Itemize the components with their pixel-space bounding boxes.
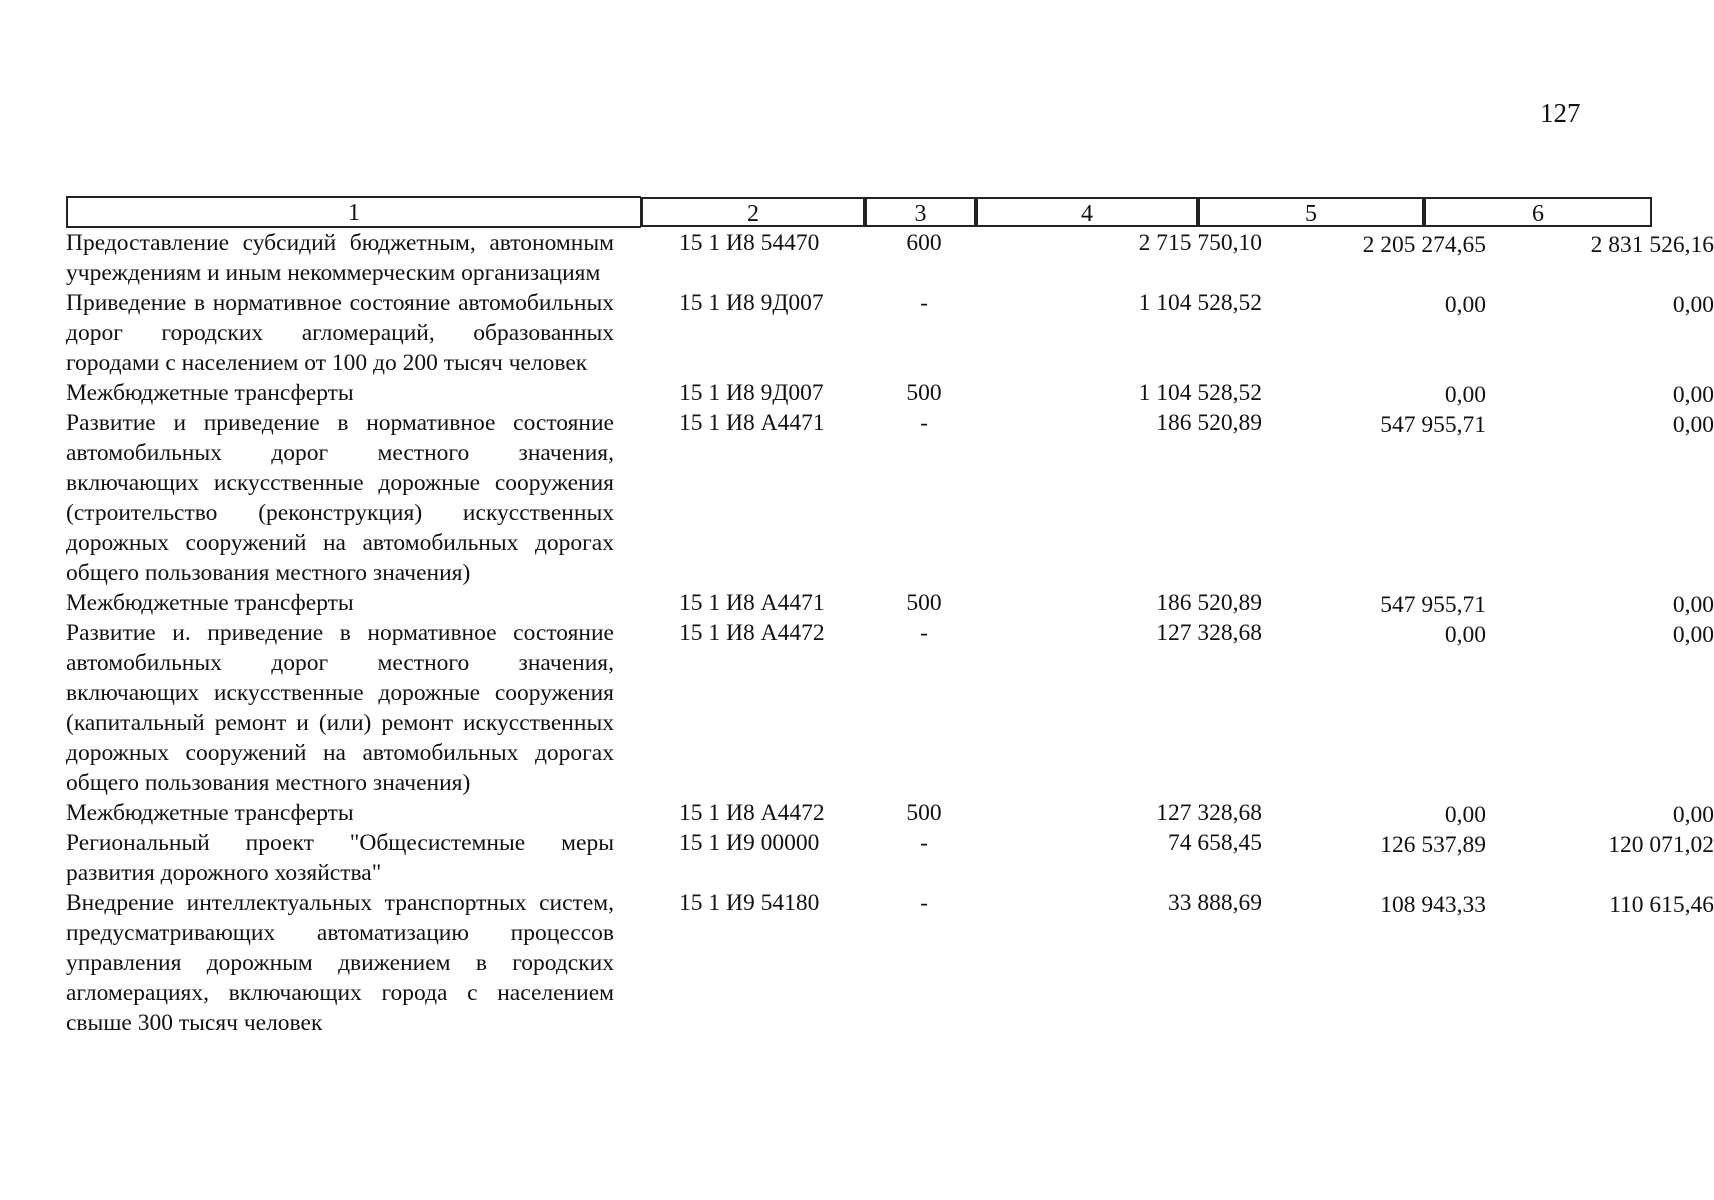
table-row (66, 828, 1714, 888)
header-col-5: 5 (1198, 197, 1424, 227)
row-name: Приведение в нормативное состояние автомобильных дорог городских агломераций, образованных городами с населением от 100 до 200 тысяч человек (66, 290, 614, 376)
table-row (66, 888, 1714, 1038)
row-type: - (920, 830, 928, 856)
row-name: Межбюджетные трансферты (66, 380, 354, 406)
row-value-col4: 74 658,45 (1168, 830, 1262, 856)
row-code: 15 1 И8 А4471 (679, 590, 825, 616)
table-header (66, 196, 1652, 226)
row-value-col4: 2 715 750,10 (1138, 230, 1262, 256)
row-value-col4: 1 104 528,52 (1138, 380, 1262, 406)
header-col-4: 4 (976, 197, 1198, 227)
row-value-col6: 0,00 (1672, 412, 1714, 438)
header-col-2: 2 (641, 197, 865, 227)
table-row (66, 408, 1714, 588)
row-type: - (920, 410, 928, 436)
table-row (66, 378, 1714, 408)
row-value-col5: 126 537,89 (1380, 832, 1486, 858)
row-code: 15 1 И8 А4471 (679, 410, 825, 436)
row-type: 600 (906, 230, 942, 256)
header-col-6: 6 (1424, 197, 1652, 227)
row-value-col5: 108 943,33 (1380, 892, 1486, 918)
row-type: - (920, 620, 928, 646)
row-code: 15 1 И9 00000 (679, 830, 820, 856)
page-number: 127 (1540, 98, 1581, 128)
table-row (66, 228, 1714, 288)
row-value-col5: 547 955,71 (1380, 412, 1486, 438)
row-value-col5: 0,00 (1444, 802, 1486, 828)
row-value-col6: 2 831 526,16 (1590, 232, 1714, 258)
row-code: 15 1 И8 9Д007 (679, 290, 824, 316)
header-col-1: 1 (66, 196, 641, 228)
row-value-col6: 0,00 (1672, 622, 1714, 648)
row-name: Межбюджетные трансферты (66, 590, 354, 616)
row-value-col4: 1 104 528,52 (1138, 290, 1262, 316)
table-body (66, 228, 1714, 1038)
row-value-col5: 0,00 (1444, 622, 1486, 648)
table-row (66, 618, 1714, 798)
row-code: 15 1 И8 9Д007 (679, 380, 824, 406)
row-type: 500 (906, 380, 942, 406)
row-value-col4: 127 328,68 (1156, 800, 1262, 826)
row-name: Региональный проект "Общесистемные меры развития дорожного хозяйства" (66, 830, 614, 886)
row-value-col5: 547 955,71 (1380, 592, 1486, 618)
header-col-3: 3 (865, 197, 976, 227)
row-code: 15 1 И8 54470 (679, 230, 820, 256)
row-type: - (920, 290, 928, 316)
row-type: 500 (906, 590, 942, 616)
row-name: Межбюджетные трансферты (66, 800, 354, 826)
row-code: 15 1 И9 54180 (679, 890, 820, 916)
table-row (66, 798, 1714, 828)
table-row (66, 588, 1714, 618)
row-name: Развитие и приведение в нормативное состояние автомобильных дорог местного значения, включающих искусственные дорожные сооружения (строительство (реконструкция) искусственных дорожных сооружений на автомобильных дорогах общего пользования местного значения) (66, 410, 614, 586)
row-value-col6: 0,00 (1672, 592, 1714, 618)
row-value-col4: 186 520,89 (1156, 590, 1262, 616)
row-value-col5: 0,00 (1444, 382, 1486, 408)
row-type: - (920, 890, 928, 916)
row-value-col5: 0,00 (1444, 292, 1486, 318)
row-value-col4: 186 520,89 (1156, 410, 1262, 436)
row-type: 500 (906, 800, 942, 826)
row-value-col6: 110 615,46 (1609, 892, 1714, 918)
row-value-col6: 120 071,02 (1608, 832, 1714, 858)
row-code: 15 1 И8 А4472 (679, 800, 825, 826)
row-name: Внедрение интеллектуальных транспортных систем, предусматривающих автоматизацию процессов управления дорожным движением в городских агломерациях, включающих города с населением свыше 300 тысяч человек (66, 890, 614, 1036)
row-value-col4: 33 888,69 (1168, 890, 1262, 916)
table-row (66, 288, 1714, 378)
row-value-col4: 127 328,68 (1156, 620, 1262, 646)
row-name: Развитие и. приведение в нормативное состояние автомобильных дорог местного значения, включающих искусственные дорожные сооружения (капитальный ремонт и (или) ремонт искусственных дорожных сооружений на автомобильных дорогах общего пользования местного значения) (66, 620, 614, 796)
row-value-col6: 0,00 (1672, 382, 1714, 408)
row-code: 15 1 И8 А4472 (679, 620, 825, 646)
row-name: Предоставление субсидий бюджетным, автономным учреждениям и иным некоммерческим организациям (66, 230, 614, 286)
row-value-col6: 0,00 (1672, 292, 1714, 318)
row-value-col5: 2 205 274,65 (1362, 232, 1486, 258)
row-value-col6: 0,00 (1672, 802, 1714, 828)
